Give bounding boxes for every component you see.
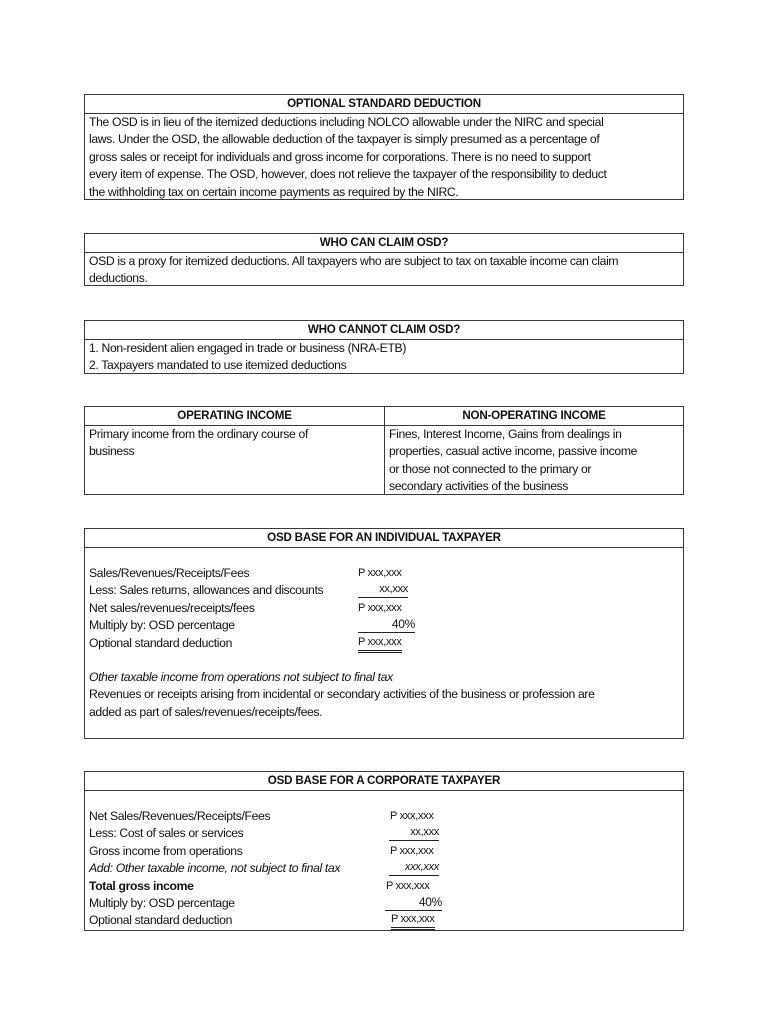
calc-label: Sales/Revenues/Receipts/Fees: [89, 566, 250, 580]
calc-label: Multiply by: OSD percentage: [89, 895, 235, 910]
other-income-note-title: Other taxable income from operations not subject to final tax: [89, 669, 393, 684]
individual-osd-base-body: [85, 548, 683, 723]
calc-label: Less: Cost of sales or services: [89, 826, 244, 841]
who-cannot-claim-title: WHO CANNOT CLAIM OSD?: [85, 321, 683, 340]
calc-amount: P xxx,xxx: [390, 810, 434, 822]
individual-osd-base-box: [84, 528, 684, 739]
operating-income-line: Primary income from the ordinary course of: [89, 427, 308, 441]
osd-definition-line: The OSD is in lieu of the itemized deductions including NOLCO allowable under the NIRC and special: [89, 115, 604, 129]
calc-row: [89, 635, 679, 652]
other-income-note-line: added as part of sales/revenues/receipts/fees.: [89, 704, 323, 719]
calc-label: Less: Sales returns, allowances and discounts: [89, 583, 324, 598]
calc-row: [89, 912, 679, 929]
calc-row: [89, 582, 679, 599]
calc-amount: P xxx,xxx: [358, 635, 402, 653]
non-operating-income-title: NON-OPERATING INCOME: [385, 407, 683, 426]
osd-definition-line: laws. Under the OSD, the allowable deduction of the taxpayer is simply presumed as a percentage of: [89, 132, 600, 147]
calc-label: Multiply by: OSD percentage: [89, 618, 235, 633]
who-cannot-claim-item: 2. Taxpayers mandated to use itemized deductions: [89, 358, 347, 373]
corporate-osd-base-body: [85, 791, 683, 932]
who-cannot-claim-body: [85, 340, 683, 377]
calc-amount: 40%: [358, 617, 415, 633]
calc-label: Optional standard deduction: [89, 913, 233, 928]
calc-amount: P xxx,xxx: [358, 601, 402, 614]
who-can-claim-title: WHO CAN CLAIM OSD?: [85, 234, 683, 253]
operating-income-line: business: [89, 444, 135, 459]
calc-row: [89, 843, 679, 860]
calc-row: [89, 617, 679, 634]
calc-amount: xx,xxx: [389, 825, 439, 841]
osd-definition-body: [85, 114, 683, 203]
calc-label: Optional standard deduction: [89, 635, 233, 650]
who-cannot-claim-item: 1. Non-resident alien engaged in trade or business (NRA-ETB): [89, 341, 407, 355]
osd-definition-title: OPTIONAL STANDARD DEDUCTION: [85, 95, 683, 114]
corporate-osd-base-title: OSD BASE FOR A CORPORATE TAXPAYER: [85, 772, 683, 791]
calc-amount: P xxx,xxx: [391, 912, 435, 930]
non-operating-income-line: properties, casual active income, passive income: [389, 444, 638, 459]
who-can-claim-body: [85, 253, 683, 290]
calc-amount: P xxx,xxx: [386, 879, 430, 892]
individual-osd-base-title: OSD BASE FOR AN INDIVIDUAL TAXPAYER: [85, 529, 683, 548]
osd-definition-box: [84, 94, 684, 200]
calc-row: [89, 565, 679, 582]
corporate-osd-base-box: [84, 771, 684, 931]
calc-row: [89, 895, 679, 912]
non-operating-income-column: [384, 407, 683, 494]
calc-label: Net sales/revenues/receipts/fees: [89, 600, 255, 615]
calc-amount: P xxx,xxx: [358, 567, 402, 579]
who-can-claim-line: OSD is a proxy for itemized deductions. All taxpayers who are subject to tax on taxable income can claim: [89, 254, 619, 268]
calc-row: [89, 600, 679, 617]
operating-income-title: OPERATING INCOME: [85, 407, 384, 426]
calc-row: [89, 825, 679, 842]
calc-amount: xxx,xxx: [389, 860, 439, 876]
calc-row: [89, 860, 679, 877]
who-can-claim-box: [84, 233, 684, 286]
calc-label: Total gross income: [89, 878, 194, 893]
other-income-note-line: Revenues or receipts arising from incidental or secondary activities of the business or profession are: [89, 687, 595, 702]
calc-label: Gross income from operations: [89, 843, 243, 858]
non-operating-income-line: secondary activities of the business: [389, 479, 569, 494]
osd-definition-line: gross sales or receipt for individuals and gross income for corporations. There is no need to support: [89, 149, 591, 164]
calc-amount: xx,xxx: [358, 582, 408, 598]
operating-income-body: [85, 426, 384, 461]
osd-definition-line: every item of expense. The OSD, however, does not relieve the taxpayer of the responsibility to deduct: [89, 167, 607, 182]
income-types-table: [84, 406, 684, 495]
calc-amount: P xxx,xxx: [390, 844, 434, 857]
non-operating-income-line: Fines, Interest Income, Gains from dealings in: [389, 427, 622, 441]
calc-label: Net Sales/Revenues/Receipts/Fees: [89, 809, 271, 823]
who-cannot-claim-box: [84, 320, 684, 374]
osd-definition-line: the withholding tax on certain income payments as required by the NIRC.: [89, 184, 459, 199]
calc-amount: 40%: [385, 895, 442, 911]
non-operating-income-line: or those not connected to the primary or: [389, 461, 592, 476]
operating-income-column: [85, 407, 384, 494]
calc-label: Add: Other taxable income, not subject to final tax: [89, 861, 341, 876]
calc-row: [89, 878, 679, 895]
calc-row: [89, 808, 679, 825]
non-operating-income-body: [385, 426, 683, 496]
who-can-claim-line: deductions.: [89, 271, 148, 286]
